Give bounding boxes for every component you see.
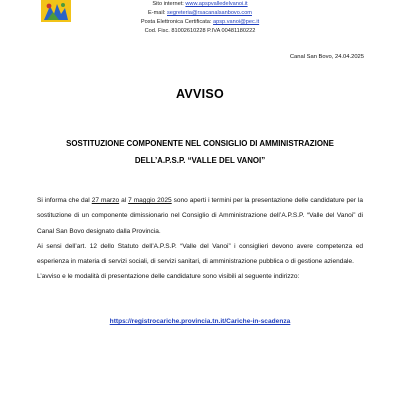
organization-logo [41,0,71,22]
email-label: E-mail: [148,10,166,16]
website-label: Sito internet: [152,1,184,7]
registry-link[interactable]: https://registrocariche.provincia.tn.it/Cariche-in-scadenza [109,318,291,325]
pec-link[interactable]: apsp.vanoi@pec.it [213,19,260,25]
body-paragraph-2: Ai sensi dell’art. 12 dello Statuto dell’A.P.S.P. “Valle del Vanoi” i consiglieri devono avere competenza ed esperienza in materia di servizi sociali, di servizi sanitari, di amministrazione pubblica o di gestione aziendale. [37,242,363,266]
header-contact-info [115,0,285,36]
body-paragraph-3: L’avviso e le modalità di presentazione delle candidature sono visibili al seguente indirizzo: [37,273,300,281]
start-date: 27 marzo [91,197,120,204]
p1-connector: al [119,197,129,204]
p1-intro: Si informa che dal [37,197,92,204]
page-title: AVVISO [175,87,225,101]
email-link[interactable]: segreteria@rsacanalsanbovo.com [167,10,252,16]
website-line [115,0,285,9]
subject-line-2: DELL’A.P.S.P. “VALLE DEL VANOI” [134,156,266,165]
pec-line [115,18,285,27]
fiscal-code-line: Cod. Fisc. 81002610228 P.IVA 00481180222 [144,28,256,34]
website-link[interactable]: www.apspvalledelvanoi.it [185,1,248,7]
p1-rest: sono aperti i termini per la presentazione delle candidature per la sostituzione di un componente dimissionario nel Consiglio di Amministrazione dell’A.P.S.P. “Valle del Vanoi” di Canal San Bovo designato dalla Provincia. [37,197,363,235]
body-paragraph-1 [37,193,363,239]
document-date: Canal San Bovo, 24.04.2025 [289,54,364,60]
pec-label: Posta Elettronica Certificata: [140,19,212,25]
subject-line-1: SOSTITUZIONE COMPONENTE NEL CONSIGLIO DI AMMINISTRAZIONE [66,139,334,148]
body-text [37,193,363,285]
subject-heading [40,135,360,169]
end-date: 7 maggio 2025 [128,197,172,204]
email-line [115,9,285,18]
registry-link-line [0,318,400,325]
